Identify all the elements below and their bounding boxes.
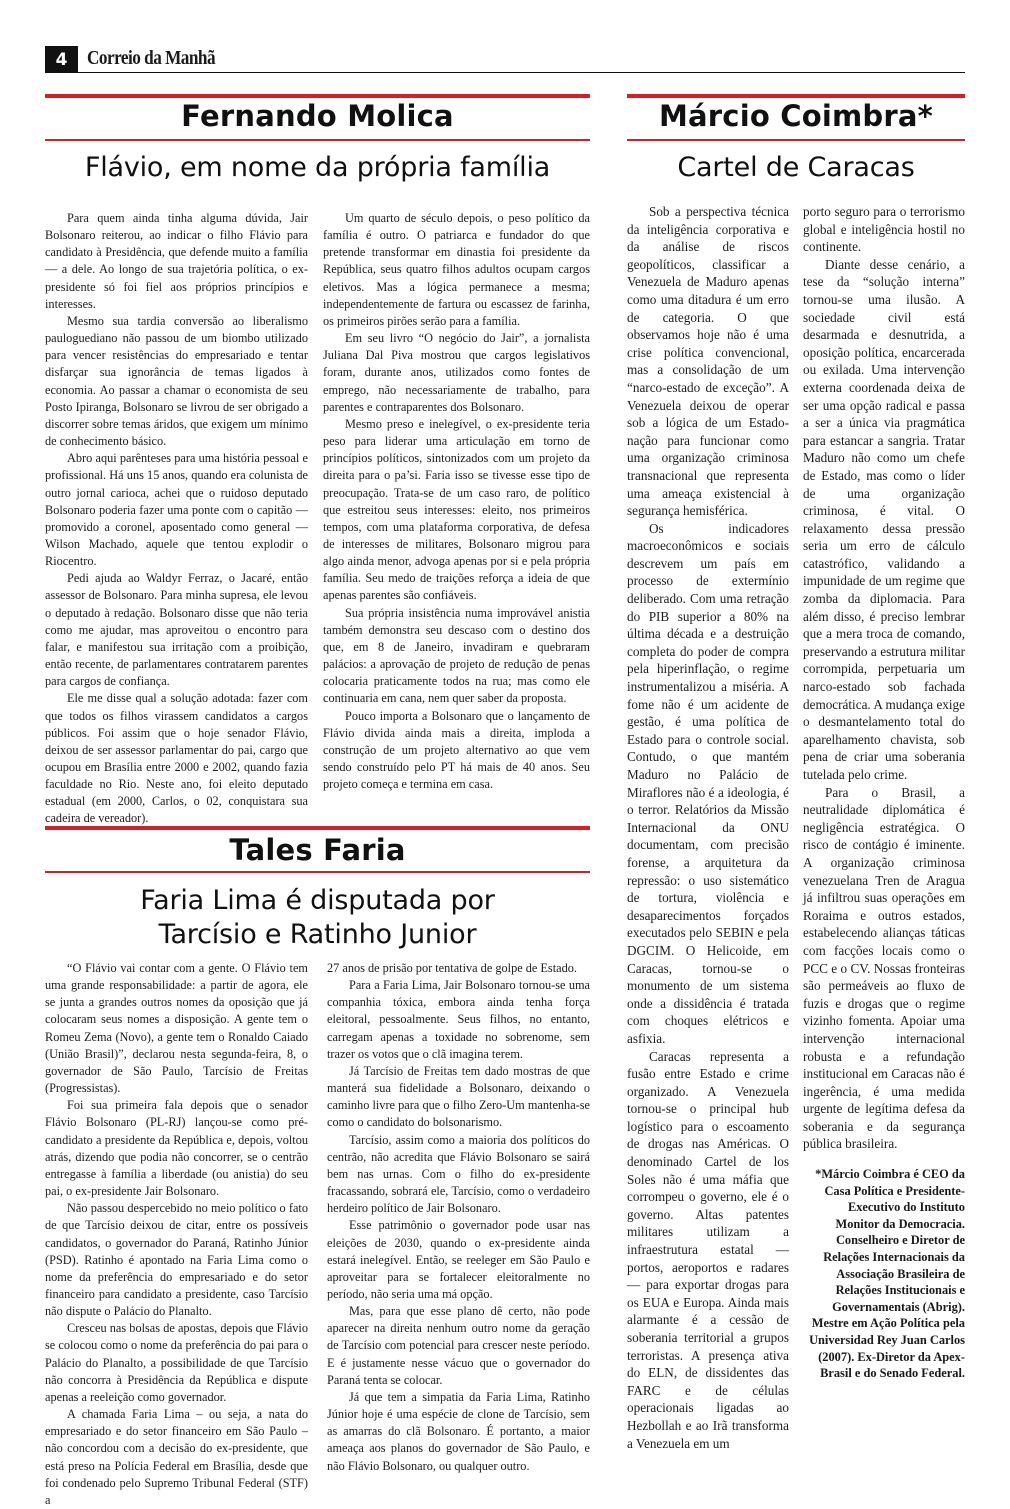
article-headline: Flávio, em nome da própria família [84,152,551,183]
red-rule [627,139,965,141]
red-rule [45,139,590,141]
red-rule [45,826,590,830]
column-author: Fernando Molica [181,99,454,133]
paragraph: Mesmo preso e inelegível, o ex-presidente teria peso para liderar uma articulação em torno de princípios políticos, sintonizados com um projeto da direita para o pa’si. Faria isso se tivesse esse tipo de preocupação. Trata-se de um caso raro, de político que estreitou seus interesses: eleito, nos primeiros tempos, com uma plataforma corporativa, de defesa de interesses de militares, Bolsonaro migrou para algo ainda menor, advoga apenas por si e pela própria família. Seu medo de traições reforça a ideia de que apenas parentes são confiáveis. [323,416,590,603]
paragraph: Cresceu nas bolsas de apostas, depois que Flávio se colocou como o nome da preferência do pai para o Palácio do Planalto, a possibilidade de que Tarcísio não concorra à Presidência da República e dispute apenas a reeleição como governador. [45,1321,308,1404]
newspaper-name: Correio da Manhã [87,47,216,69]
paragraph: Não passou despercebido no meio político o fato de que Tarcísio deixou de citar, entre os possíveis candidatos, o governador do Paraná, Ratinho Júnior (PSD). Ratinho é apontado na Faria Lima como o nome da preferência do empresariado e do setor financeiro para candidato a presidente, caso Tarcísio não dispute o Palácio do Planalto. [45,1201,308,1319]
article-column-1 [627,203,789,1452]
paragraph: Tarcísio, assim como a maioria dos políticos do centrão, não acredita que Flávio Bolsonaro se sairá bem nas urnas. Com o filho do ex-presidente fracassando, sobrará ele, Tarcísio, como o verdadeiro herdeiro político de Jair Bolsonaro. [327,1132,590,1216]
column-author: Márcio Coimbra* [658,99,934,133]
page-number: 4 [45,46,78,73]
red-rule [45,871,590,873]
paragraph: Esse patrimônio o governador pode usar nas eleições de 2030, quando o ex-presidente ainda estará inelegível. Então, se reeleger em São Paulo e aproveitar para se fortalecer eleitoralmente no período, não seria uma má opção. [327,1218,590,1301]
article-column-2 [803,203,965,1153]
article-column-1 [45,210,308,828]
article-headline: Faria Lima é disputada por Tarcísio e Ratinho Junior [140,885,495,950]
paragraph: Foi sua primeira fala depois que o senador Flávio Bolsonaro (PL-RJ) lançou-se como pré-candidato a presidente da República e, depois, voltou atrás, dizendo que podia não concorrer, se o centrão entregasse à família a liberdade (ou anistia) do seu pai, o ex-presidente Jair Bolsonaro. [45,1098,308,1199]
paragraph: Ele me disse qual a solução adotada: fazer com que todos os filhos virassem candidatos a cargos públicos. Foi assim que o hoje senador Flávio, deixou de ser assessor parlamentar do pai, cargo que ocupou em Brasília entre 2000 e 2002, quando fazia faculdade no Rio. Neste ano, foi eleito deputado estadual (em 2000, Carlos, o 02, conquistara sua cadeira de vereador). [45,691,308,826]
paragraph: Os indicadores macroeconômicos e sociais descrevem um país em processo de extermínio deliberado. Com uma retração do PIB superior a 80% na última década e a destruição completa do poder de compra pela hiperinflação, o regime instrumentalizou a miséria. A fome não é um acidente de gestão, é uma política de Estado para o controle social. Contudo, o que mantém Maduro no Palácio de Miraflores não é a ideologia, é o terror. Relatórios da Missão Internacional da ONU documentam, com precisão forense, a arquitetura da repressão: o uso sistemático de tortura, violência e desaparecimentos forçados executados pelo SEBIN e pela DGCIM. O Helicoide, em Caracas, tornou-se o monumento de um sistema onde a dissidência é tratada com choques elétricos e asfixia. [627,520,789,1046]
article-headline: Cartel de Caracas [677,152,915,183]
paragraph: Caracas representa a fusão entre Estado e crime organizado. A Venezuela tornou-se o principal hub logístico para o escoamento de drogas nas Américas. O denominado Cartel de los Soles não é uma máfia que corrompeu o governo, ele é o governo. Altas patentes militares utilizam a infraestrutura estatal — portos, aeroportos e radares — para exportar drogas para os EUA e Europa. Ainda mais alarmante é a cessão de soberania territorial a grupos terroristas. A presença ativa do ELN, de dissidentes das FARC e de células operacionais ligadas ao Hezbollah e ao Irã transforma a Venezuela em um [627,1048,789,1451]
paragraph: Mesmo sua tardia conversão ao liberalismo paulog​uediano não passou de um biombo utilizado para vencer resistências do empresariado e tentar disfarçar sua ignorância de temas ligados à economia. Ao passar a chamar o economista de seu Posto Ipiranga, Bolsonaro se livrou de ser obrigado a discorrer sobre temas áridos, que exigem um mínimo de conhecimento básico. [45,313,308,449]
paragraph: A chamada Faria Lima – ou seja, a nata do empresariado e do setor financeiro em São Paulo – não concordou com a decisão do ex-presidente, que está preso na Polícia Federal em Brasília, desde que foi condenado pelo Supremo Tribunal Federal (STF) a [45,1407,308,1507]
paragraph: Já que tem a simpatia da Faria Lima, Ratinho Júnior hoje é uma espécie de clone de Tarcísio, sem as amarras do clã Bolsonaro. É portanto, a maior ameaça aos planos do governador de São Paulo, e não Flávio Bolsonaro, ou qualquer outro. [327,1389,590,1473]
column-author: Tales Faria [229,833,406,867]
paragraph: Sua própria insistência numa improvável anistia também demonstra seu descaso com o destino dos que, em 8 de Janeiro, invadiram e quebraram palácios: a aprovação de projeto de redução de penas colocaria praticamente todos na rua; mas como ele continuaria em cana, nem quer saber da proposta. [323,605,590,706]
paragraph: Para quem ainda tinha alguma dúvida, Jair Bolsonaro reiterou, ao indicar o filho Flávio para candidato à Presidência, que defende muito a família — a dele. Ao longo de sua trajetória política, o ex-presidente só foi fiel aos próprios princípios e interesses. [45,211,308,311]
red-rule [45,94,590,98]
article-column-1 [45,960,308,1509]
paragraph: 27 anos de prisão por tentativa de golpe de Estado. [327,961,577,975]
paragraph: Em seu livro “O negócio do Jair”, a jornalista Juliana Dal Piva mostrou que cargos legislativos foram, durante anos, utilizados como fontes de emprego, não necessariamente de trabalho, para parentes e contraparentes dos Bolsonaro. [323,331,590,414]
paragraph: Sob a perspectiva técnica da inteligência corporativa e da análise de riscos geopolíticos, classificar a Venezuela de Maduro apenas como uma ditadura é um erro de categoria. O que observamos hoje não é uma crise política convencional, mas a consolidação de um “narco-estado de exceção”. A Venezuela deixou de operar sob a lógica de um Estado-nação para funcionar como uma organização criminosa transnacional que representa uma ameaça existencial à segurança hemisférica. [627,204,789,519]
paragraph: “O Flávio vai contar com a gente. O Flávio tem uma grande responsabilidade: a partir de agora, ele se junta a grandes outros nomes da oposição que já colocaram seus nomes a disposição. A gente tem o Romeu Zema (Novo), a gente tem o Ronaldo Caiado (União Brasil)”, declarou nesta segunda-feira, 8, o governador de São Paulo, Tarcísio de Freitas (Progressistas). [45,961,308,1096]
paragraph: Pouco importa a Bolsonaro que o lançamento de Flávio divida ainda mais a direita, imploda a construção de um projeto alternativo ao que vem sendo construído pelo PT há mais de 40 anos. Seu projeto começa e termina em casa. [323,708,590,792]
paragraph: Diante desse cenário, a tese da “solução interna” tornou-se uma ilusão. A sociedade civil está desarmada e desnutrida, a oposição política, encarcerada ou exilada. Uma intervenção externa coordenada deixa de ser uma opção radical e passa a ser a única via pragmática para estancar a sangria. Tratar Maduro não como um chefe de Estado, mas como o líder de uma organização criminosa, é vital. O relaxamento dessa pressão seria um erro de cálculo catastrófico, validando a impunidade de um regime que zomba da diplomacia. Para além disso, é preciso lembrar que a mera troca de comando, preservando a estrutura militar corrompida, perpetuaria um narco-estado sob fachada democrática. A mudança exige o desmantelamento total do aparelhamento chavista, sob pena de criar uma soberania tutelada pelo crime. [803,256,965,782]
masthead [45,46,965,73]
paragraph: Mas, para que esse plano dê certo, não pode aparecer na direita nenhum outro nome da geração de Tarcísio com potencial para crescer neste período. E é justamente nesse vácuo que o governador do Paraná tenta se colocar. [327,1304,590,1387]
paragraph: Um quarto de século depois, o peso político da família é outro. O patriarca e fundador do que pretende transformar em dinastia foi presidente da República, seus quatro filhos adultos ocupam cargos eletivos. Mas a lógica permanece a mesma; independentemente de fartura ou escassez de farinha, os primeiros pirões serão para a família. [323,211,590,328]
paragraph: porto seguro para o terrorismo global e inteligência hostil no continente. [803,204,965,255]
paragraph: Para a Faria Lima, Jair Bolsonaro tornou-se uma companhia tóxica, embora ainda tenha força eleitoral, pessoalmente. Seus filhos, no entanto, carregam apenas a toxidade no sobrenome, sem trazer os votos que o clã imagina terem. [327,978,590,1061]
article-column-2 [323,210,590,793]
author-bio: *Márcio Coimbra é CEO da Casa Política e Presidente-Executivo do Instituto Monitor da Democracia. Conselheiro e Diretor de Relações Internacionais da Associação Brasileira de Relações Institucionais e Governamentais (Abrig). Mestre em Ação Política pela Universidad Rey Juan Carlos (2007). Ex-Diretor da Apex-Brasil e do Senado Federal. [809,1167,965,1381]
article-column-2 [327,960,590,1475]
paragraph: Para o Brasil, a neutralidade diplomática é negligência estratégica. O risco de contágio é iminente. A organização criminosa venezuelana Tren de Aragua já infiltrou suas operações em Roraima e outros estados, estabelecendo alianças táticas com facções locais como o PCC e o CV. Nossas fronteiras são permeáveis ao fluxo de fuzis e drogas que o regime vizinho fomenta. Apoiar uma intervenção internacional robusta e a refundação institucional em Caracas não é ingerência, é uma medida urgente de legítima defesa da soberania e da segurança pública brasileira. [803,784,965,1152]
red-rule [627,94,965,98]
paragraph: Pedi ajuda ao Waldyr Ferraz, o Jacaré, então assessor de Bolsonaro. Para minha supresa, ele levou o deputado à redação. Bolsonaro disse que não teria como me ajudar, mas aproveitou o encontro para falar, e manifestou sua irritação com a proibição, então recente, de parlamentares contratarem parentes para cargos de confiança. [45,571,308,689]
paragraph: Já Tarcísio de Freitas tem dado mostras de que manterá sua fidelidade a Bolsonaro, deixando o caminho livre para que o filho Zero-Um mantenha-se como o candidato do bolsonarismo. [327,1063,590,1130]
paragraph: Abro aqui parênteses para uma história pessoal e profissional. Há uns 15 anos, quando era colunista de outro jornal carioca, achei que o ruidoso deputado Bolsonaro poderia fazer uma ponte com o capitão — promovido a coronel, aposentado como general — Wilson Machado, aquele que tentou explodir o Riocentro. [45,451,308,569]
